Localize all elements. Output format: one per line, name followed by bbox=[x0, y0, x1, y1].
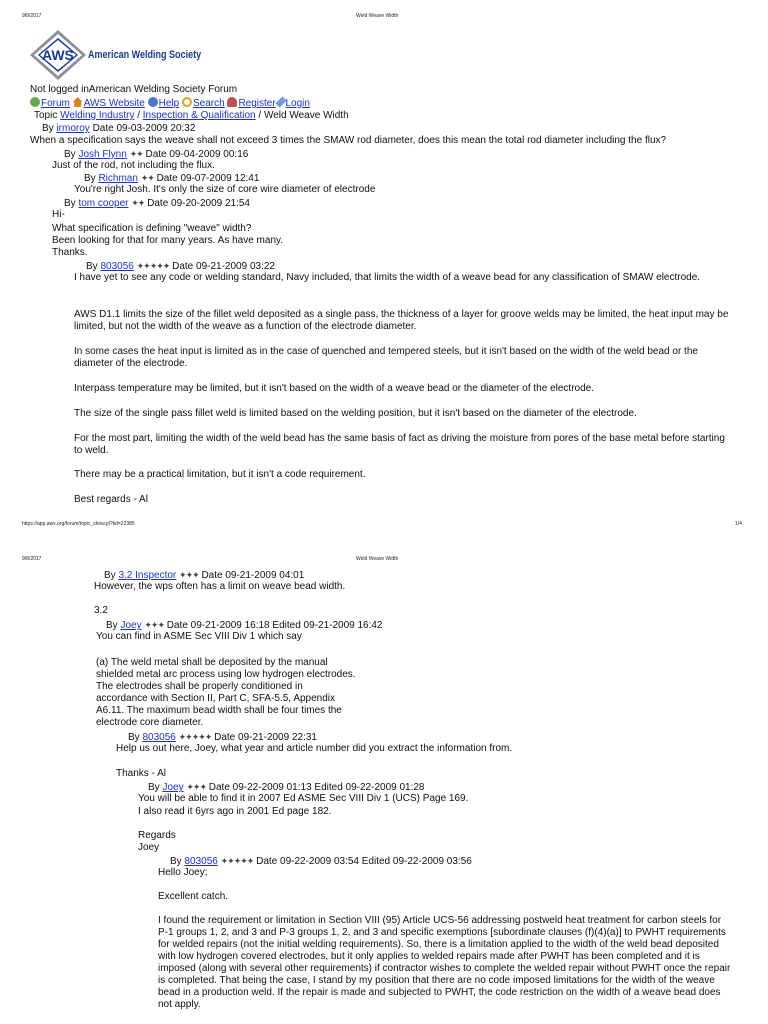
page1-header-date: 9/8/2017 bbox=[22, 13, 42, 19]
nav-login[interactable]: Login bbox=[285, 98, 310, 109]
nav-aws-website[interactable]: AWS Website bbox=[83, 98, 145, 109]
author-link[interactable]: 3.2 Inspector bbox=[118, 570, 177, 581]
post-body-line: You're right Josh. It's only the size of core wire diameter of electrode bbox=[74, 184, 376, 195]
post-body-line: You will be able to find it in 2007 Ed ASME Sec VIII Div 1 (UCS) Page 169. bbox=[138, 793, 469, 804]
post-header bbox=[170, 855, 472, 868]
post-date: Date 09-07-2009 12:41 bbox=[156, 173, 260, 184]
forum-nav bbox=[30, 97, 310, 110]
page2-header-date: 9/8/2017 bbox=[22, 556, 42, 562]
post-body-line: Joey bbox=[138, 842, 160, 853]
post-body-line: The electrodes shall be properly conditioned in bbox=[96, 681, 303, 692]
post-paragraph: I have yet to see any code or welding standard, Navy included, that limits the width of a weave bead for any classification of SMAW electrode. bbox=[74, 272, 701, 283]
by-label: By bbox=[64, 149, 76, 160]
author-link[interactable]: Joey bbox=[120, 620, 142, 631]
rank-stars-icon: ✦✦✦✦✦ bbox=[178, 732, 212, 742]
page2-header-title: Weld Weave Width bbox=[356, 556, 399, 562]
post-body-line: Regards bbox=[138, 830, 176, 841]
topic-label: Topic bbox=[34, 110, 58, 121]
post-paragraph: The size of the single pass fillet weld is limited based on the welding position, but it isn't based on the diameter of the electrode. bbox=[74, 408, 637, 419]
post-paragraph: Interpass temperature may be limited, but it isn't based on the width of a weave bead or the diameter of the electrode. bbox=[74, 383, 594, 394]
page1-footer-url: https://app.aws.org/forum/topic_show.pl?tid=22385 bbox=[22, 521, 135, 527]
post-body-line: You can find in ASME Sec VIII Div 1 which say bbox=[96, 631, 302, 642]
author-link[interactable]: tom cooper bbox=[78, 198, 129, 209]
author-link[interactable]: irmoroy bbox=[56, 123, 90, 134]
rank-stars-icon: ✦✦✦✦✦ bbox=[220, 856, 254, 866]
logo-org-name: American Welding Society bbox=[88, 49, 202, 61]
post-body-line: shielded metal arc process using low hydrogen electrodes. bbox=[96, 669, 356, 680]
author-link[interactable]: Richman bbox=[98, 173, 138, 184]
post-body-line: Help us out here, Joey, what year and article number did you extract the information from. bbox=[116, 743, 513, 754]
post-header bbox=[64, 197, 250, 210]
author-link[interactable]: 803056 bbox=[142, 732, 176, 743]
crumb-current-topic: / Weld Weave Width bbox=[258, 110, 349, 121]
post-body-line: When a specification says the weave shall not exceed 3 times the SMAW rod diameter, does this mean the total rod diameter including the flux? bbox=[30, 135, 667, 146]
post-paragraph: Best regards - Al bbox=[74, 494, 148, 505]
nav-forum[interactable]: Forum bbox=[41, 98, 70, 109]
post-date: Date 09-21-2009 04:01 bbox=[201, 570, 305, 581]
logo-text: AWS bbox=[42, 47, 74, 63]
by-label: By bbox=[128, 732, 140, 743]
post-paragraph: AWS D1.1 limits the size of the fillet weld deposited as a single pass, the thickness of a layer for groove welds may be limited, the heat input may be limited, but not the width of the weave as a function of the electrode diameter. bbox=[74, 309, 729, 332]
post-body-line: Hi- bbox=[52, 209, 65, 220]
by-label: By bbox=[84, 173, 96, 184]
by-label: By bbox=[148, 782, 160, 793]
crumb-inspection-qualification[interactable]: Inspection & Qualification bbox=[142, 110, 256, 121]
post-date: Date 09-21-2009 03:22 bbox=[172, 261, 275, 272]
rank-stars-icon: ✦✦✦ bbox=[179, 570, 199, 580]
nav-search[interactable]: Search bbox=[192, 98, 225, 109]
home-icon bbox=[73, 97, 83, 107]
nav-help[interactable]: Help bbox=[158, 98, 180, 109]
post-body-line: (a) The weld metal shall be deposited by the manual bbox=[96, 657, 328, 668]
rank-stars-icon: ✦✦✦✦✦ bbox=[136, 261, 170, 271]
post-paragraph: In some cases the heat input is limited as in the case of quenched and tempered steels, but it isn't based on the width of the weld bead or the diameter of the electrode. bbox=[74, 346, 698, 369]
post-body-line: I also read it 6yrs ago in 2001 Ed page 182. bbox=[138, 806, 332, 817]
rank-stars-icon: ✦✦ bbox=[129, 149, 143, 159]
post-date: Date 09-04-2009 00:16 bbox=[145, 149, 249, 160]
by-label: By bbox=[170, 856, 182, 867]
by-label: By bbox=[104, 570, 116, 581]
by-label: By bbox=[106, 620, 118, 631]
search-icon bbox=[182, 97, 192, 107]
page1-footer-page: 1/4 bbox=[735, 521, 742, 527]
by-label: By bbox=[86, 261, 98, 272]
post-body-line: A6.11. The maximum bead width shall be four times the bbox=[96, 705, 342, 716]
author-link[interactable]: Joey bbox=[162, 782, 184, 793]
post-date: Date 09-21-2009 16:18 Edited 09-21-2009 16:42 bbox=[166, 620, 383, 631]
author-link[interactable]: 803056 bbox=[100, 261, 134, 272]
post-body-line: Thanks. bbox=[52, 247, 88, 258]
rank-stars-icon: ✦✦✦ bbox=[144, 620, 164, 630]
rank-stars-icon: ✦✦ bbox=[131, 198, 145, 208]
login-status: Not logged inAmerican Welding Society Forum bbox=[30, 84, 238, 95]
help-icon bbox=[148, 97, 158, 107]
forum-icon bbox=[30, 97, 40, 107]
nav-register[interactable]: Register bbox=[238, 98, 276, 109]
rank-stars-icon: ✦✦✦ bbox=[186, 782, 206, 792]
post-date: Date 09-22-2009 03:54 Edited 09-22-2009 03:56 bbox=[256, 856, 472, 867]
post-header bbox=[42, 123, 195, 135]
aws-logo[interactable] bbox=[30, 30, 280, 80]
author-link[interactable]: 803056 bbox=[184, 856, 218, 867]
post-paragraph: For the most part, limiting the width of the weld bead has the same basis of fact as driving the moisture from pores of the base metal before starting to weld. bbox=[74, 433, 725, 456]
by-label: By bbox=[64, 198, 76, 209]
post-body-line: electrode core diameter. bbox=[96, 717, 204, 728]
crumb-welding-industry[interactable]: Welding Industry bbox=[60, 110, 135, 121]
rank-stars-icon: ✦✦ bbox=[140, 173, 154, 183]
crumb-separator: / bbox=[137, 110, 140, 121]
register-icon bbox=[227, 97, 237, 107]
post-paragraph: I found the requirement or limitation in Section VIII (95) Article UCS-56 addressing postweld heat treatment for carbon steels for P-1 groups 1, 2, and 3 and P-3 groups 1, 2, and 3 and specific exemptions [subordinate clauses (f)(4)(a)] to PWHT requirements for welded repairs (not the initial welding requirements). So, there is a limitation applied to the width of the weld bead deposited with low hydrogen covered electrodes, but it only applies to welded repairs made after PWHT has been completed and it is imposed (along with several other requirements) if contractor wishes to complete the welded repair without PWHT once the repair is completed. That being the case, I stand by my position that there are no code imposed limitations for the width of the weave bead in a production weld. If the repair is made and subjected to PWHT, the code restriction on the width of a weave bead does not apply. bbox=[158, 915, 731, 1010]
post-date: Date 09-03-2009 20:32 bbox=[92, 123, 196, 134]
post-body-line: Hello Joey; bbox=[158, 867, 208, 878]
page1-header-title: Weld Weave Width bbox=[356, 13, 399, 19]
post-body-line: Been looking for that for many years. As have many. bbox=[52, 235, 284, 246]
post-date: Date 09-22-2009 01:13 Edited 09-22-2009 01:28 bbox=[208, 782, 425, 793]
author-link[interactable]: Josh Flynn bbox=[78, 149, 127, 160]
post-body-line: Thanks - Al bbox=[116, 768, 167, 779]
post-body-line: accordance with Section II, Part C, SFA-5.5, Appendix bbox=[96, 693, 336, 704]
breadcrumb bbox=[34, 110, 349, 122]
post-body-line: What specification is defining "weave" width? bbox=[52, 223, 252, 234]
post-body-line: Excellent catch. bbox=[158, 891, 229, 902]
page-break bbox=[0, 533, 768, 555]
by-label: By bbox=[42, 123, 54, 134]
post-body-line: However, the wps often has a limit on weave bead width. bbox=[94, 581, 346, 592]
post-date: Date 09-20-2009 21:54 bbox=[147, 198, 250, 209]
post-body-line: Just of the rod, not including the flux. bbox=[52, 160, 215, 171]
post-paragraph: There may be a practical limitation, but it isn't a code requirement. bbox=[74, 469, 366, 480]
post-body-line: 3.2 bbox=[94, 605, 108, 616]
post-date: Date 09-21-2009 22:31 bbox=[214, 732, 317, 743]
